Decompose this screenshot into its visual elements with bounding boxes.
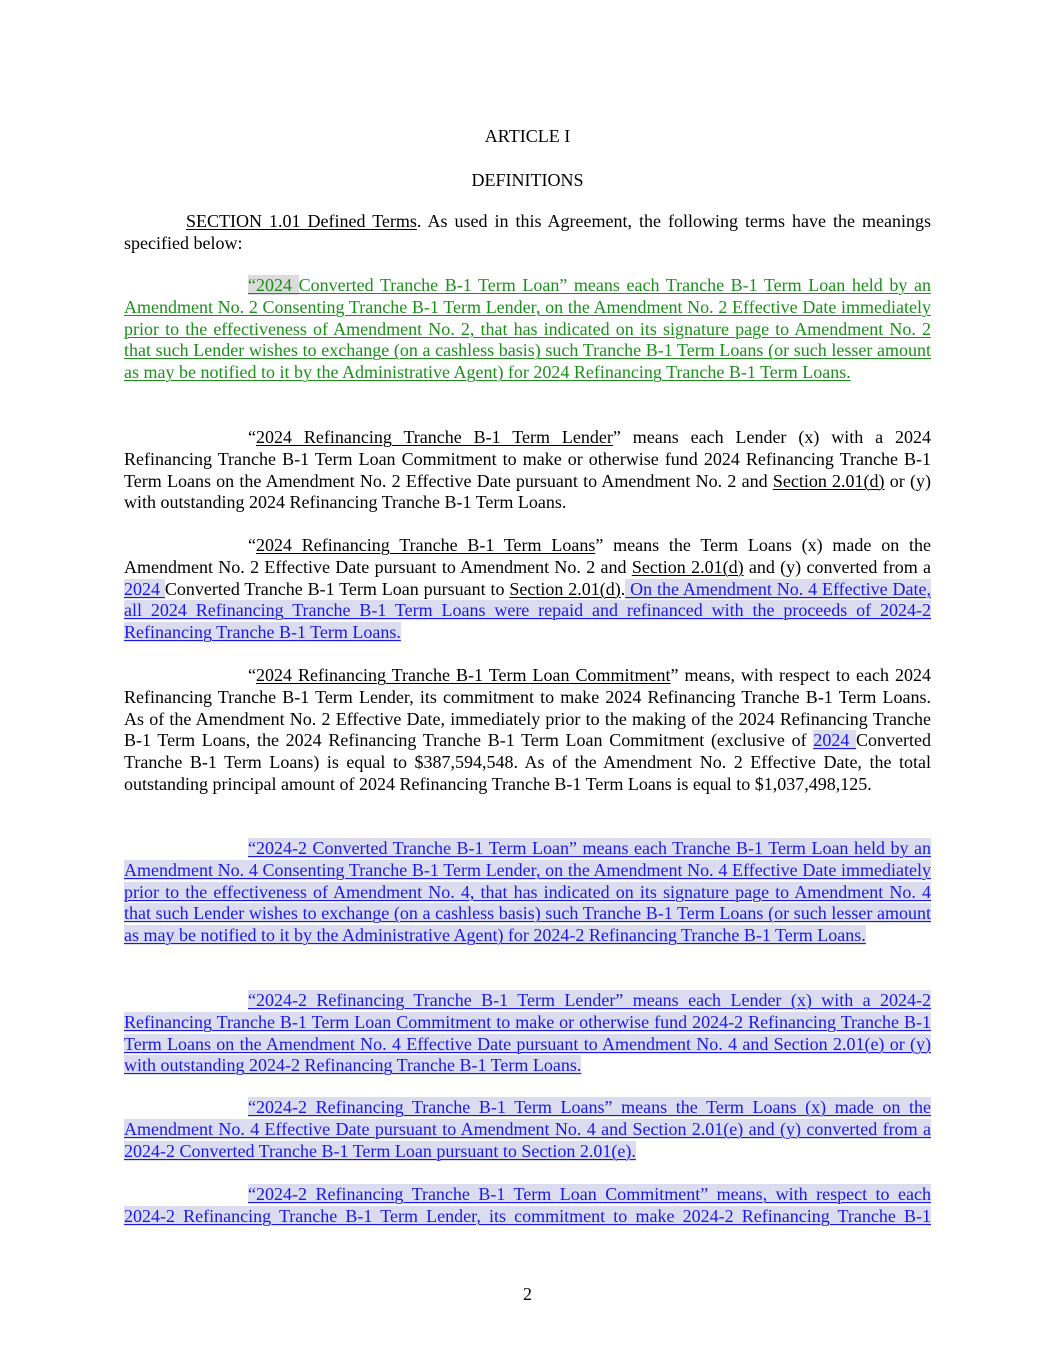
definition-text: ” means, with respect to each 2024 Refinancing Tranche B-1 Term Lender, its commitment to make 2024 Refinancing Tranche B-1 Term Loans. As of the Amendment No. 2 Effective Date, immediately prior to the making of the 2024 Refinancing Tranche B-1 Term Loans, the 2024 Refinancing Tranche B-1 Term Loan Commitment (exclusive of [124, 665, 931, 751]
page-number: 2 [523, 1284, 532, 1304]
definition-2024-refinancing-lender [124, 427, 931, 514]
section-reference: Section 2.01(d) [631, 556, 744, 577]
definition-2024-2-refinancing-loans [124, 1097, 931, 1162]
definition-text-d: . [620, 578, 626, 599]
definition-text: Converted Tranche B-1 Term Loan” means each Tranche B-1 Term Loan held by an Amendment No. 2 Consenting Tranche B-1 Term Lender, on the Amendment No. 2 Effective Date immediately prior to the effectiveness of Amendment No. 2, that has indicated on its signature page to Amendment No. 2 that such Lender wishes to exchange (on a cashless basis) such Tranche B-1 Term Loans (or such lesser amount as may be notified to it by the Administrative Agent) for 2024 Refinancing Tranche B-1 Term Loans. [124, 275, 931, 383]
definition-2024-refinancing-commitment [124, 665, 931, 796]
defined-term: 2024 Refinancing Tranche B-1 Term Lender [256, 427, 613, 447]
open-quote: “ [248, 665, 256, 685]
definition-text: ” means each Lender (x) with a 2024 Refinancing Tranche B-1 Term Loan Commitment to make or otherwise fund 2024 Refinancing Tranche B-1 Term Loans on the Amendment No. 2 Effective Date pursuant to Amendment No. 2 and [124, 427, 931, 491]
inserted-year: 2024 [813, 730, 857, 751]
article-heading: ARTICLE I [484, 126, 571, 146]
open-quote: “ [248, 535, 256, 555]
definition-2024-converted-loan [124, 275, 931, 384]
definition-text-b: and (y) converted from a [743, 556, 931, 577]
definition-text: ” means the Term Loans (x) made on the Amendment No. 2 Effective Date pursuant to Amendment No. 2 and [124, 535, 931, 577]
definition-2024-2-refinancing-lender [124, 990, 931, 1077]
defined-term: 2024 Refinancing Tranche B-1 Term Loan Commitment [256, 665, 671, 685]
definition-text-end: or (y) with outstanding 2024 Refinancing Tranche B-1 Term Loans. [124, 470, 932, 513]
section-reference: Section 2.01(d) [772, 470, 885, 491]
defined-term: 2024 Refinancing Tranche B-1 Term Loans [256, 535, 596, 555]
inserted-lead: “2024 [248, 275, 299, 295]
section-intro-text: . As used in this Agreement, the following terms have the meanings specified below: [124, 211, 931, 253]
inserted-year: 2024 [124, 578, 165, 599]
section-intro [124, 211, 931, 255]
definition-text-c: Converted Tranche B-1 Term Loan pursuant to [164, 578, 510, 599]
inserted-definition: “2024-2 Refinancing Tranche B-1 Term Loans” means the Term Loans (x) made on the Amendment No. 4 Effective Date pursuant to Amendment No. 4 and Section 2.01(e) and (y) converted from a 2024-2 Converted Tranche B-1 Term Loan pursuant to Section 2.01(e). [124, 1097, 931, 1161]
inserted-sentence: On the Amendment No. 4 Effective Date, all 2024 Refinancing Tranche B-1 Term Loans were repaid and refinanced with the proceeds of 2024-2 Refinancing Tranche B-1 Term Loans. [124, 578, 931, 643]
section-reference-2: Section 2.01(d) [509, 578, 621, 599]
inserted-definition: “2024-2 Refinancing Tranche B-1 Term Loan Commitment” means, with respect to each 2024-2 Refinancing Tranche B-1 Term Lender, its commitment to make 2024-2 Refinancing Tranche B-1 [124, 1184, 931, 1226]
section-title: SECTION 1.01 Defined Terms [186, 211, 417, 231]
open-quote: “ [248, 427, 256, 447]
inserted-definition: “2024-2 Refinancing Tranche B-1 Term Lender” means each Lender (x) with a 2024-2 Refinancing Tranche B-1 Term Loan Commitment to make or otherwise fund 2024-2 Refinancing Tranche B-1 Term Loans on the Amendment No. 4 Effective Date pursuant to Amendment No. 4 and Section 2.01(e) or (y) with outstanding 2024-2 Refinancing Tranche B-1 Term Loans. [124, 990, 931, 1076]
inserted-definition: “2024-2 Converted Tranche B-1 Term Loan” means each Tranche B-1 Term Loan held by an Amendment No. 4 Consenting Tranche B-1 Term Lender, on the Amendment No. 4 Effective Date immediately prior to the effectiveness of Amendment No. 4, that has indicated on its signature page to Amendment No. 4 that such Lender wishes to exchange (on a cashless basis) such Tranche B-1 Term Loans (or such lesser amount as may be notified to it by the Administrative Agent) for 2024-2 Refinancing Tranche B-1 Term Loans. [124, 838, 931, 946]
definitions-heading: DEFINITIONS [471, 170, 584, 190]
definition-2024-2-converted-loan [124, 838, 931, 947]
definition-2024-2-refinancing-commitment [124, 1184, 931, 1228]
definition-2024-refinancing-loans [124, 535, 931, 644]
definition-text-b: Converted Tranche B-1 Term Loans) is equal to $387,594,548. As of the Amendment No. 2 Effective Date, the total outstanding principal amount of 2024 Refinancing Tranche B-1 Term Loans is equal to $1,037,498,125. [124, 730, 931, 794]
